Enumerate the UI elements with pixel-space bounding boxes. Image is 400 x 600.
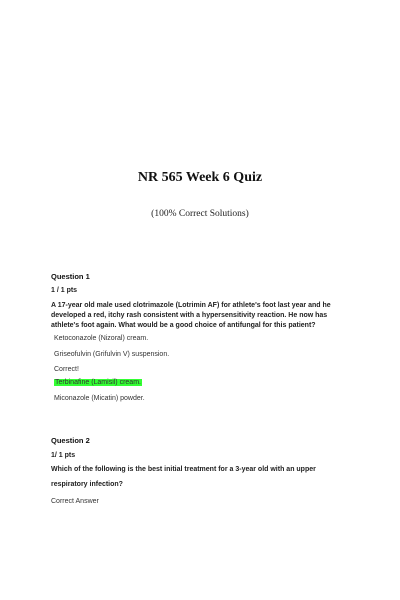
question-2-text-line-2: respiratory infection? bbox=[51, 481, 123, 488]
question-2-text-line-1: Which of the following is the best initial treatment for a 3-year old with an upper bbox=[51, 466, 316, 473]
question-1-correct-label: Correct! bbox=[54, 366, 79, 373]
question-1-option-3-correct bbox=[54, 379, 142, 386]
question-1-option-2: Griseofulvin (Grifulvin V) suspension. bbox=[54, 351, 170, 358]
question-1-option-1: Ketoconazole (Nizoral) cream. bbox=[54, 335, 149, 342]
question-1-text: A 17-year old male used clotrimazole (Lotrimin AF) for athlete's foot last year and he developed a red, itchy rash consistent with a hypersensitivity reaction. He now has athlete's foot again. What would be a good choice of antifungal for this patient? bbox=[51, 302, 331, 329]
question-2-answer-label: Correct Answer bbox=[51, 498, 99, 505]
question-2-heading: Question 2 bbox=[51, 436, 90, 445]
question-1-option-4: Miconazole (Micatin) powder. bbox=[54, 395, 145, 402]
highlighted-answer: Terbinafine (Lamisil) cream. bbox=[55, 379, 141, 386]
question-1-heading: Question 1 bbox=[51, 272, 90, 281]
document-title: NR 565 Week 6 Quiz bbox=[137, 170, 263, 185]
document-subtitle: (100% Correct Solutions) bbox=[151, 209, 249, 219]
question-1-points: 1 / 1 pts bbox=[51, 287, 78, 294]
question-2-points: 1/ 1 pts bbox=[51, 452, 76, 459]
